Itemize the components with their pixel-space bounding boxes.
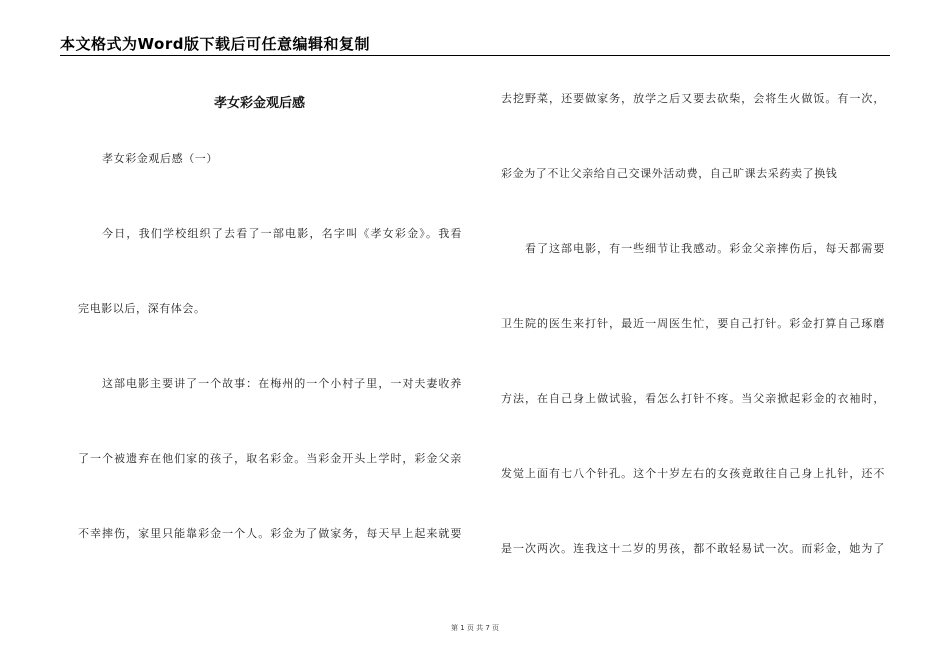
paragraph-line: 不幸摔伤，家里只能靠彩金一个人。彩金为了做家务，每天早上起来就要: [78, 527, 462, 540]
paragraph-line: 看了这部电影，有一些细节让我感动。彩金父亲摔伤后，每天都需要: [525, 242, 885, 255]
paragraph-line: 完电影以后，深有体会。: [78, 302, 206, 315]
page-number: 第 1 页 共 7 页: [450, 624, 500, 632]
paragraph-line: 了一个被遗弃在他们家的孩子，取名彩金。当彩金开头上学时，彩金父亲: [78, 452, 462, 465]
document-title: 孝女彩金观后感: [214, 96, 306, 111]
paragraph-line: 今日，我们学校组织了去看了一部电影，名字叫《孝女彩金》。我看: [102, 227, 462, 240]
banner-divider: [60, 55, 890, 56]
paragraph-line: 卫生院的医生来打针，最近一周医生忙，要自己打针。彩金打算自己琢磨: [501, 317, 885, 330]
paragraph-line: 方法，在自己身上做试验，看怎么打针不疼。当父亲掀起彩金的衣袖时，: [501, 392, 885, 405]
paragraph-line: 去挖野菜，还要做家务，放学之后又要去砍柴，会将生火做饭。有一次，: [501, 92, 885, 105]
document-banner: 本文格式为Word版下载后可任意编辑和复制: [60, 35, 370, 53]
paragraph-line: 彩金为了不让父亲给自己交课外活动费，自己旷课去采药卖了换钱: [501, 167, 838, 180]
paragraph-line: 这部电影主要讲了一个故事：在梅州的一个小村子里，一对夫妻收养: [102, 377, 462, 390]
section-heading: 孝女彩金观后感（一）: [102, 152, 218, 165]
paragraph-line: 发觉上面有七八个针孔。这个十岁左右的女孩竟敢往自己身上扎针，还不: [501, 467, 885, 480]
paragraph-line: 是一次两次。连我这十二岁的男孩，都不敢轻易试一次。而彩金，她为了: [501, 542, 885, 555]
